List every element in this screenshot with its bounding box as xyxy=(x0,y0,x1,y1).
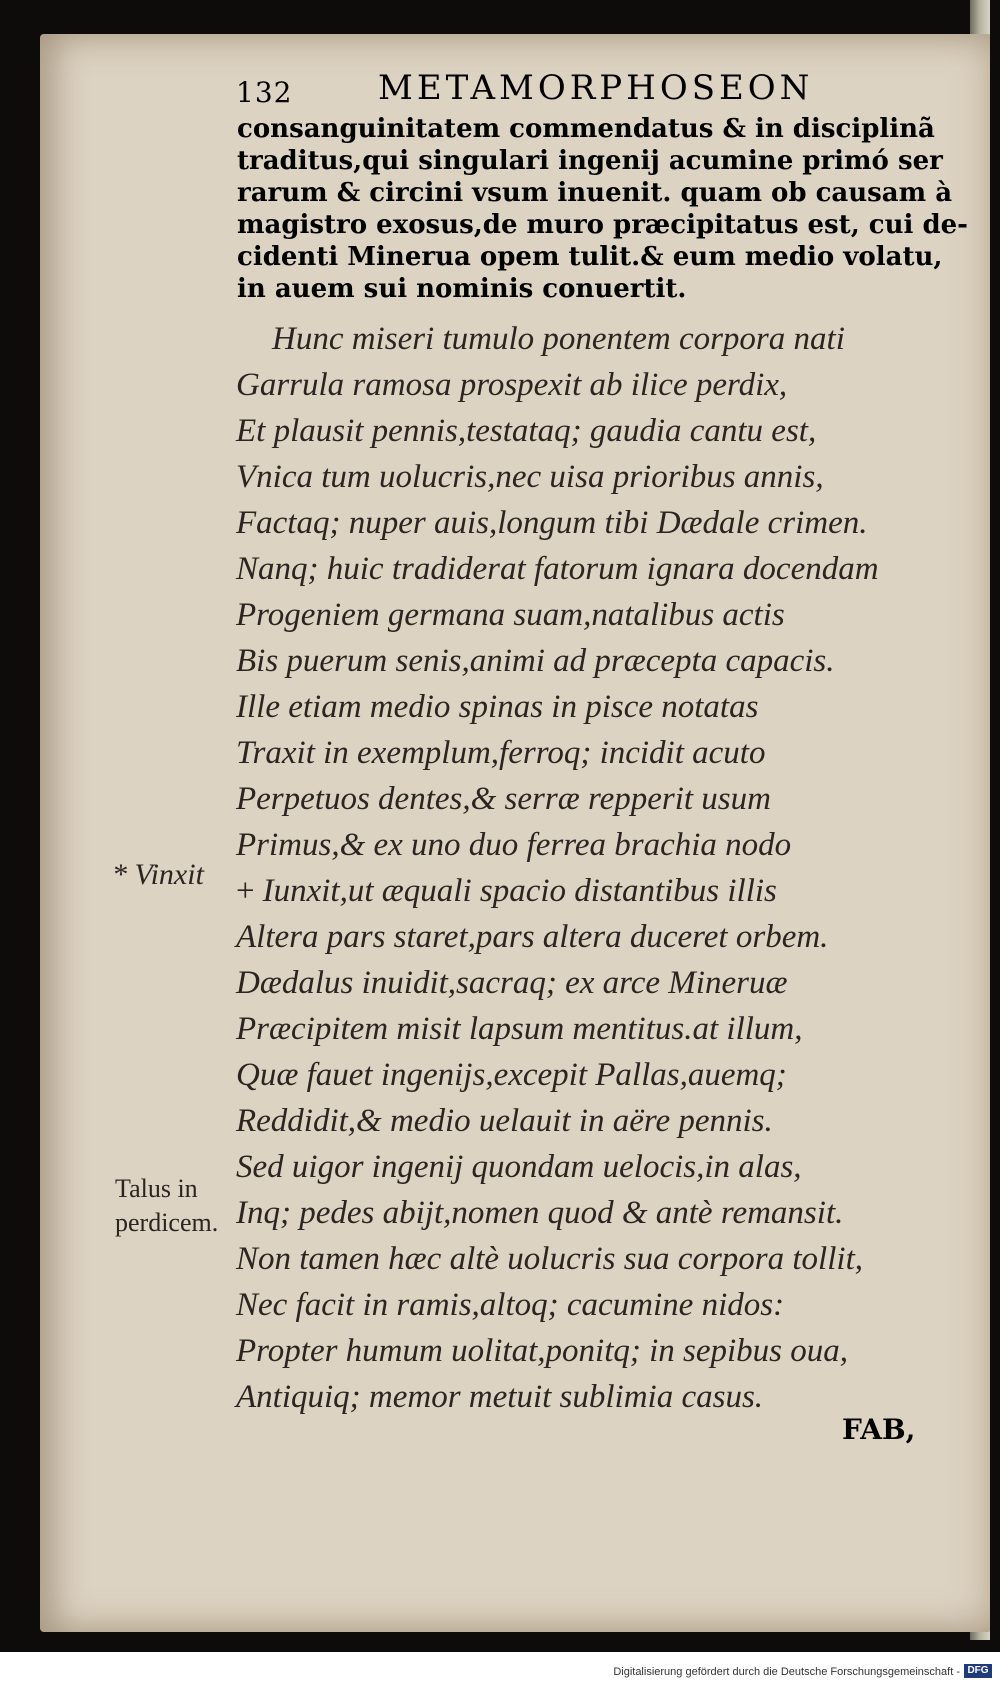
margin-note-vinxit: * Vinxit xyxy=(112,858,204,891)
verse-line: Altera pars staret,pars altera duceret orbem. xyxy=(236,919,829,955)
verse-line: Quæ fauet ingenijs,excepit Pallas,auemq; xyxy=(236,1057,787,1093)
verse-line: Et plausit pennis,testataq; gaudia cantu est, xyxy=(236,413,817,449)
verse-line: Bis puerum senis,animi ad præcepta capacis. xyxy=(236,643,835,679)
verse-line: Præcipitem misit lapsum mentitus.at illum, xyxy=(236,1011,803,1047)
verse-line: Nanq; huic tradiderat fatorum ignara docendam xyxy=(236,551,879,587)
verse-line: Progeniem germana suam,natalibus actis xyxy=(236,597,785,633)
verse-line: Sed uigor ingenij quondam uelocis,in alas, xyxy=(236,1149,802,1185)
verse-line: Inq; pedes abijt,nomen quod & antè remansit. xyxy=(236,1195,844,1231)
footer-credit: Digitalisierung gefördert durch die Deutsche Forschungsgemeinschaft - xyxy=(613,1666,960,1678)
verse-line: Ille etiam medio spinas in pisce notatas xyxy=(236,689,759,725)
verse-line: Traxit in exemplum,ferroq; incidit acuto xyxy=(236,735,766,771)
dfg-logo: DFG xyxy=(964,1664,992,1678)
verse-line-text: Iunxit,ut æquali spacio distantibus illis xyxy=(262,873,777,909)
verse-line: Reddidit,& medio uelauit in aëre pennis. xyxy=(236,1103,773,1139)
running-head: METAMORPHOSEON xyxy=(378,68,814,108)
verse-line xyxy=(236,868,936,914)
verse-marker: + xyxy=(236,873,255,909)
verse-line: Garrula ramosa prospexit ab ilice perdix, xyxy=(236,367,788,403)
verse-line: Dædalus inuidit,sacraq; ex arce Mineruæ xyxy=(236,965,788,1001)
verse-line: Perpetuos dentes,& serræ repperit usum xyxy=(236,781,771,817)
margin-note-talus xyxy=(115,1172,218,1240)
verse-line: Propter humum uolitat,ponitq; in sepibus oua, xyxy=(236,1333,849,1369)
prose-commentary xyxy=(237,113,968,305)
prose-line: cidenti Minerua opem tulit.& eum medio volatu, xyxy=(237,242,943,272)
verse-text xyxy=(236,316,936,1420)
prose-line: rarum & circini vsum inuenit. quam ob causam à xyxy=(237,178,953,208)
verse-line: Hunc miseri tumulo ponentem corpora nati xyxy=(272,321,845,357)
verse-line: Factaq; nuper auis,longum tibi Dædale crimen. xyxy=(236,505,868,541)
page-number: 132 xyxy=(236,76,293,109)
prose-line: consanguinitatem commendatus & in disciplinã xyxy=(237,114,935,144)
verse-line: Vnica tum uolucris,nec uisa prioribus annis, xyxy=(236,459,824,495)
verse-line: Primus,& ex uno duo ferrea brachia nodo xyxy=(236,827,792,863)
verse-line: Antiquiq; memor metuit sublimia casus. xyxy=(236,1379,764,1415)
prose-line: magistro exosus,de muro præcipitatus est, cui de- xyxy=(237,210,968,240)
catchword: FAB, xyxy=(842,1413,916,1446)
prose-line: in auem sui nominis conuertit. xyxy=(237,274,687,304)
verse-line: Nec facit in ramis,altoq; cacumine nidos: xyxy=(236,1287,785,1323)
margin-note-line: perdicem. xyxy=(115,1208,219,1237)
verse-line: Non tamen hæc altè uolucris sua corpora tollit, xyxy=(236,1241,863,1277)
margin-note-line: Talus in xyxy=(115,1174,198,1203)
prose-line: traditus,qui singulari ingenij acumine primó ser xyxy=(237,146,943,176)
